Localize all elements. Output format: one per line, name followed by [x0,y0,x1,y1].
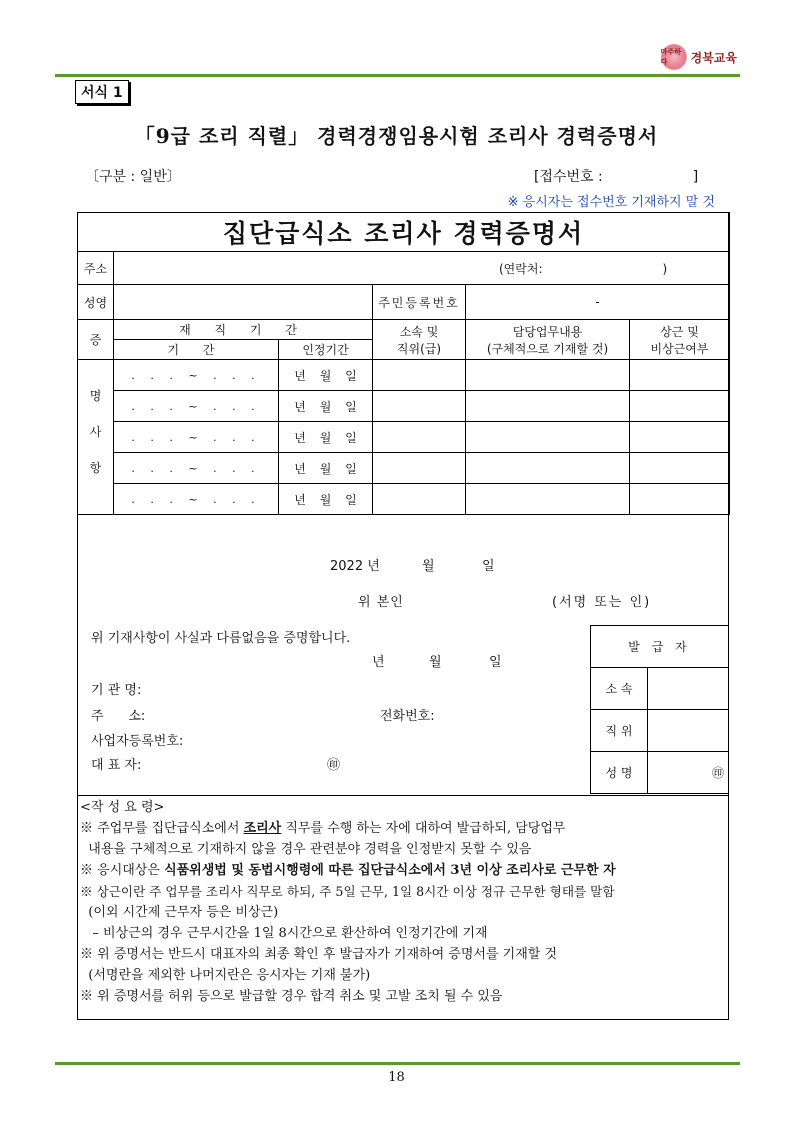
form-badge: 서식 1 [75,80,129,104]
affil-cell[interactable] [373,453,466,484]
issuer-table [590,625,729,794]
address-label: 주소 [78,252,114,285]
affil-cell[interactable] [373,484,466,515]
page-number: 18 [388,1070,405,1085]
sign-day[interactable]: 일 [482,559,495,574]
recognized-cell[interactable]: 년 월 일 [279,484,373,515]
address2-label: 주 소: [91,709,146,724]
guide-line: ※ 위 증명서를 허위 등으로 발급할 경우 합격 취소 및 고발 조치 될 수 있음 [80,989,503,1004]
employment-period-label: 재 직 기 간 [114,320,373,340]
cert-day[interactable]: 일 [489,655,502,670]
affil-cell[interactable] [373,422,466,453]
writing-guide [77,795,729,1020]
affil-line-2: 직위(급) [396,341,442,356]
fulltime-cell[interactable] [630,422,730,453]
issuer-name-field[interactable] [648,752,729,794]
duty-cell[interactable] [466,422,630,453]
guide-line: ※ 응시대상은 식품위생법 및 동법시행령에 따른 집단급식소에서 3년 이상 조리사로 근무한 자 [80,863,616,878]
receipt-close: ] [692,169,699,185]
certify-text: 위 기재사항이 사실과 다름없음을 증명합니다. [91,631,351,646]
guide-line: 내용을 구체적으로 기재하지 않을 경우 관련분야 경력을 인정받지 못할 수 있음 [80,842,532,857]
rrn-dash: - [595,295,600,309]
receipt-note: ※ 응시자는 접수번호 기재하지 말 것 [507,195,715,210]
logo-text: 경북교육 [690,50,737,65]
fulltime-cell[interactable] [630,453,730,484]
side-label-4: 항 [89,461,102,475]
duty-cell[interactable] [466,453,630,484]
address-field[interactable] [114,252,730,285]
bizno-label: 사업자등록번호: [91,734,184,749]
receipt-label: [접수번호 : [534,169,603,185]
affiliation-header [373,320,466,360]
logo-seal-icon: 마주하다 [661,44,687,70]
issuer-title: 발 급 자 [591,626,729,668]
contact-close: ) [662,261,668,276]
fulltime-header [630,320,730,360]
fulltime-line-1: 상근 및 [660,324,699,339]
fulltime-cell[interactable] [630,360,730,391]
guide-bold: 식품위생법 및 동법시행령에 따른 집단급식소에서 3년 이상 조리사로 근무한 자 [164,863,616,878]
fulltime-cell[interactable] [630,484,730,515]
rrn-field[interactable] [466,285,730,320]
duty-cell[interactable] [466,391,630,422]
guide-line: (서명란을 제외한 나머지란은 응시자는 기재 불가) [80,968,371,983]
duty-header [466,320,630,360]
org-label: 기 관 명: [91,683,142,698]
certificate-table [77,212,730,515]
duty-cell[interactable] [466,484,630,515]
cert-year[interactable]: 년 [372,655,385,670]
name-label: 성영 [78,285,114,320]
recognized-label: 인정기간 [279,340,373,360]
guide-line: (이외 시간제 근무자 등은 비상근) [80,905,279,920]
applicant-label: 위 본인 [358,595,404,610]
period-cell[interactable]: . . . ~ . . . [114,422,279,453]
period-cell[interactable]: . . . ~ . . . [114,391,279,422]
applicant-sign[interactable]: (서명 또는 인) [552,595,652,610]
bottom-divider [55,1062,740,1065]
representative-label: 대 표 자: [91,758,142,773]
guide-heading: <작 성 요 령> [80,800,165,815]
side-label-2: 명 [89,389,102,403]
side-label-3: 사 [89,425,102,439]
duty-line-1: 담당업무내용 [512,324,583,339]
certificate-title: 집단급식소 조리사 경력증명서 [78,213,730,252]
issuer-name-label: 성 명 [591,752,648,794]
period-cell[interactable]: . . . ~ . . . [114,360,279,391]
recognized-cell[interactable]: 년 월 일 [279,391,373,422]
issuer-affil-label: 소 속 [591,668,648,710]
document-title: 「9급 조리 직렬」 경력경쟁임용시험 조리사 경력증명서 [134,124,659,148]
recognized-cell[interactable]: 년 월 일 [279,453,373,484]
receipt-number [534,166,698,186]
recognized-cell[interactable]: 년 월 일 [279,422,373,453]
side-label [78,360,114,515]
guide-line: ※ 주업무를 집단급식소에서 조리사 직무를 수행 하는 자에 대하여 발급하되, 담당업무 [80,821,566,836]
side-label-1: 증 [78,320,114,360]
recognized-cell[interactable]: 년 월 일 [279,360,373,391]
affil-cell[interactable] [373,391,466,422]
duty-line-2: (구체적으로 기재할 것) [486,341,609,356]
cert-month[interactable]: 월 [429,655,442,670]
issuer-seal-icon: ㊞ [711,766,724,780]
guide-line: ※ 상근이란 주 업무를 조리사 직무로 하되, 주 5일 근무, 1일 8시간 이상 정규 근무한 형태를 말함 [80,884,615,899]
affil-cell[interactable] [373,360,466,391]
rrn-label: 주민등록번호 [373,285,466,320]
phone-label: 전화번호: [380,709,435,724]
period-cell[interactable]: . . . ~ . . . [114,484,279,515]
issuer-affil-field[interactable] [648,668,729,710]
top-divider [55,74,740,77]
guide-line: – 비상근의 경우 근무시간을 1일 8시간으로 환산하여 인정기간에 기재 [80,926,488,941]
fulltime-line-2: 비상근여부 [650,341,709,356]
guide-line: ※ 위 증명서는 반드시 대표자의 최종 확인 후 발급자가 기재하여 증명서를 기재할 것 [80,947,558,962]
category-label: 〔구분 : 일반〕 [85,169,181,185]
issuer-position-label: 직 위 [591,710,648,752]
duty-cell[interactable] [466,360,630,391]
name-field[interactable] [114,285,373,320]
rep-seal-icon: ㊞ [327,758,341,773]
contact-label: (연락처: [499,261,543,276]
period-label: 기 간 [114,340,279,360]
sign-year[interactable]: 2022 년 [330,559,380,574]
affil-line-1: 소속 및 [399,324,439,339]
issuer-position-field[interactable] [648,710,729,752]
fulltime-cell[interactable] [630,391,730,422]
sign-month[interactable]: 월 [422,559,435,574]
logo [661,44,737,70]
period-cell[interactable]: . . . ~ . . . [114,453,279,484]
guide-emphasis: 조리사 [243,821,282,836]
